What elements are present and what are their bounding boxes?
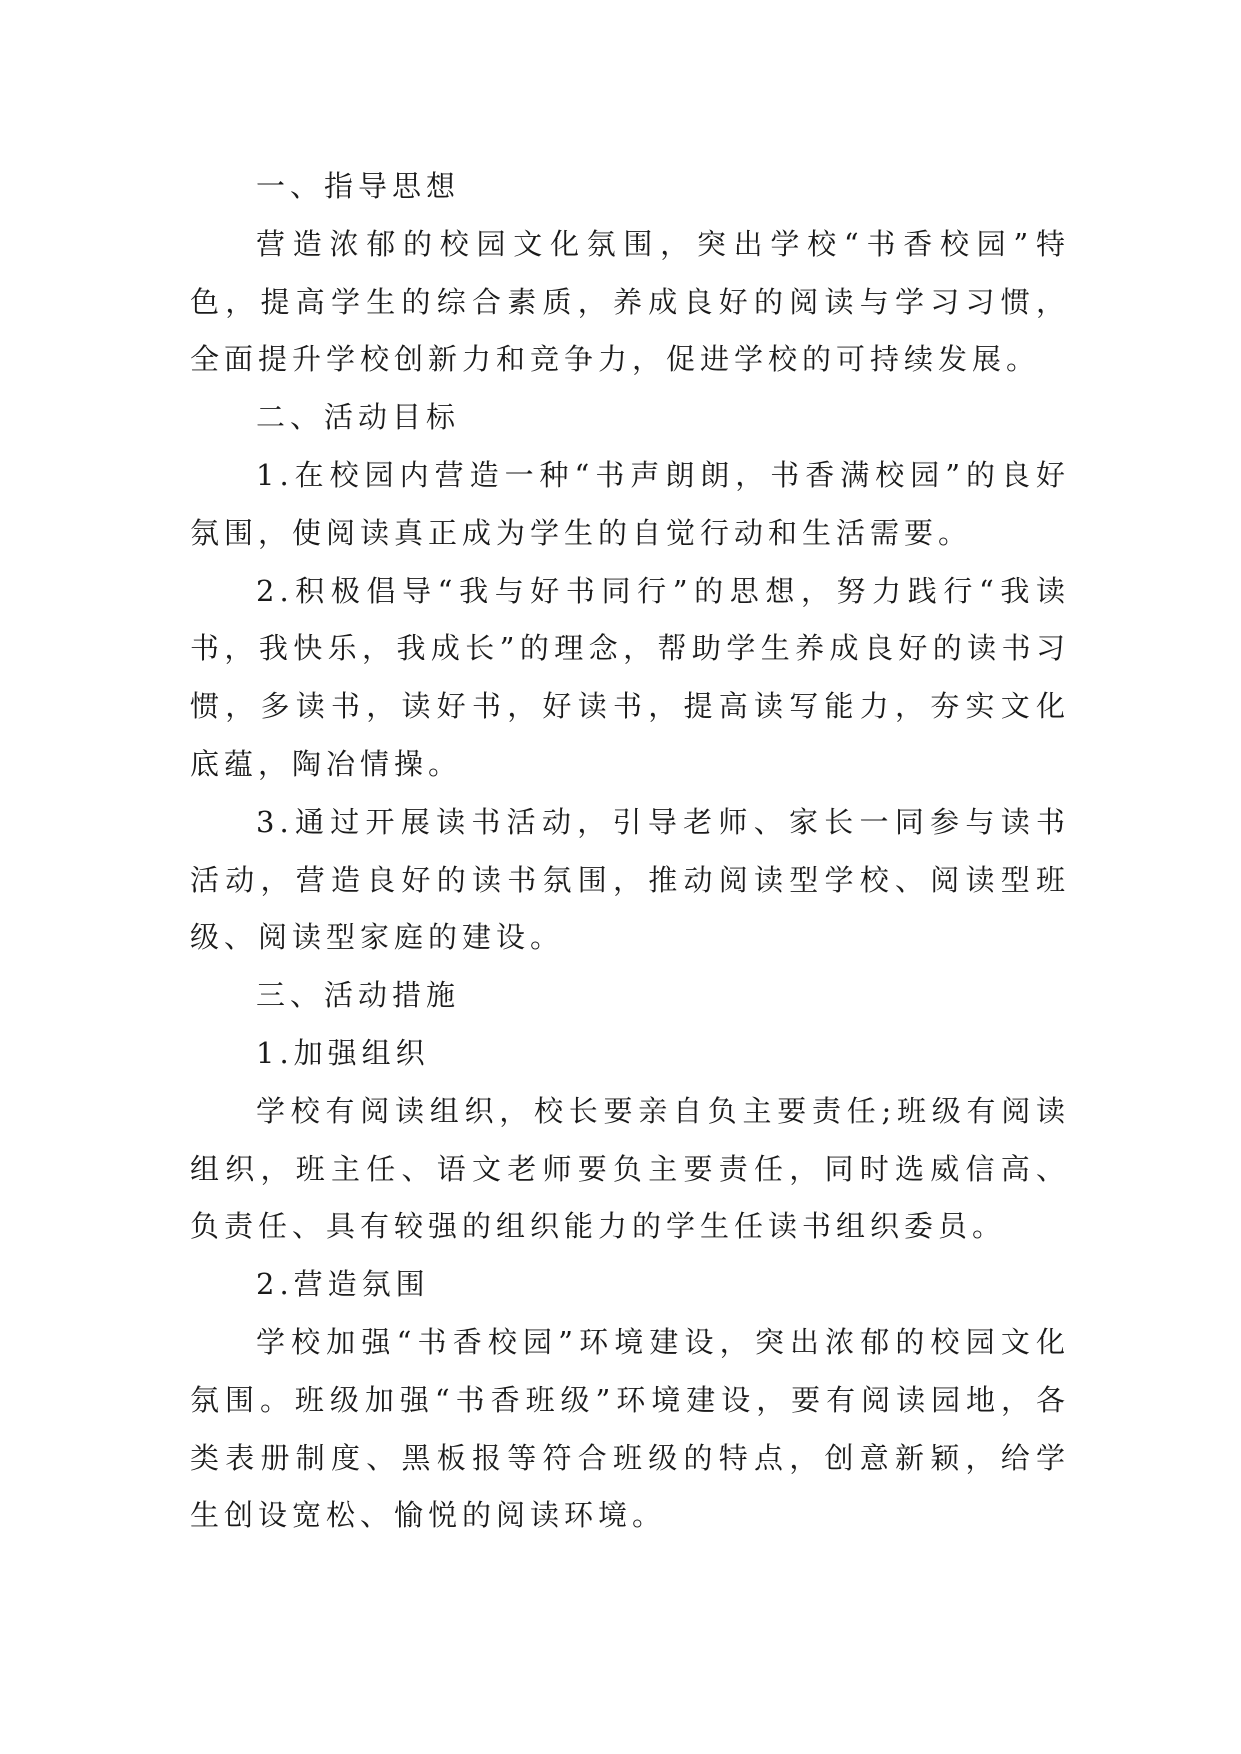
subheading-create-atmosphere: 2.营造氛围 — [256, 1267, 430, 1302]
subheading-strengthen-organization: 1.加强组织 — [256, 1035, 430, 1070]
section-heading-activity-goals: 二、活动目标 — [256, 400, 461, 435]
paragraph-goal-3: 3.通过开展读书活动，引导老师、家长一同参与读书活动，营造良好的读书氛围，推动阅读型学校、阅读型班级、阅读型家庭的建设。 — [190, 804, 1070, 955]
section-heading-guiding-ideology: 一、指导思想 — [256, 169, 461, 203]
paragraph-organization: 学校有阅读组织，校长要亲自负主要责任;班级有阅读组织，班主任、语文老师要负主要责任，同时选威信高、负责任、具有较强的组织能力的学生任读书组织委员。 — [190, 1093, 1070, 1244]
paragraph-atmosphere: 学校加强“书香校园”环境建设，突出浓郁的校园文化氛围。班级加强“书香班级”环境建设，要有阅读园地，各类表册制度、黑板报等符合班级的特点，创意新颖，给学生创设宽松、愉悦的阅读环境。 — [190, 1324, 1070, 1533]
document-body — [190, 158, 1070, 1545]
paragraph-goal-1: 1.在校园内营造一种“书声朗朗，书香满校园”的良好氛围，使阅读真正成为学生的自觉行动和生活需要。 — [190, 457, 1070, 550]
section-heading-activity-measures: 三、活动措施 — [256, 978, 461, 1013]
paragraph-guiding-ideology: 营造浓郁的校园文化氛围，突出学校“书香校园”特色，提高学生的综合素质，养成良好的阅读与学习习惯，全面提升学校创新力和竞争力，促进学校的可持续发展。 — [190, 226, 1070, 377]
paragraph-goal-2: 2.积极倡导“我与好书同行”的思想，努力践行“我读书，我快乐，我成长”的理念，帮助学生养成良好的读书习惯，多读书，读好书，好读书，提高读写能力，夯实文化底蕴，陶冶情操。 — [190, 573, 1070, 781]
